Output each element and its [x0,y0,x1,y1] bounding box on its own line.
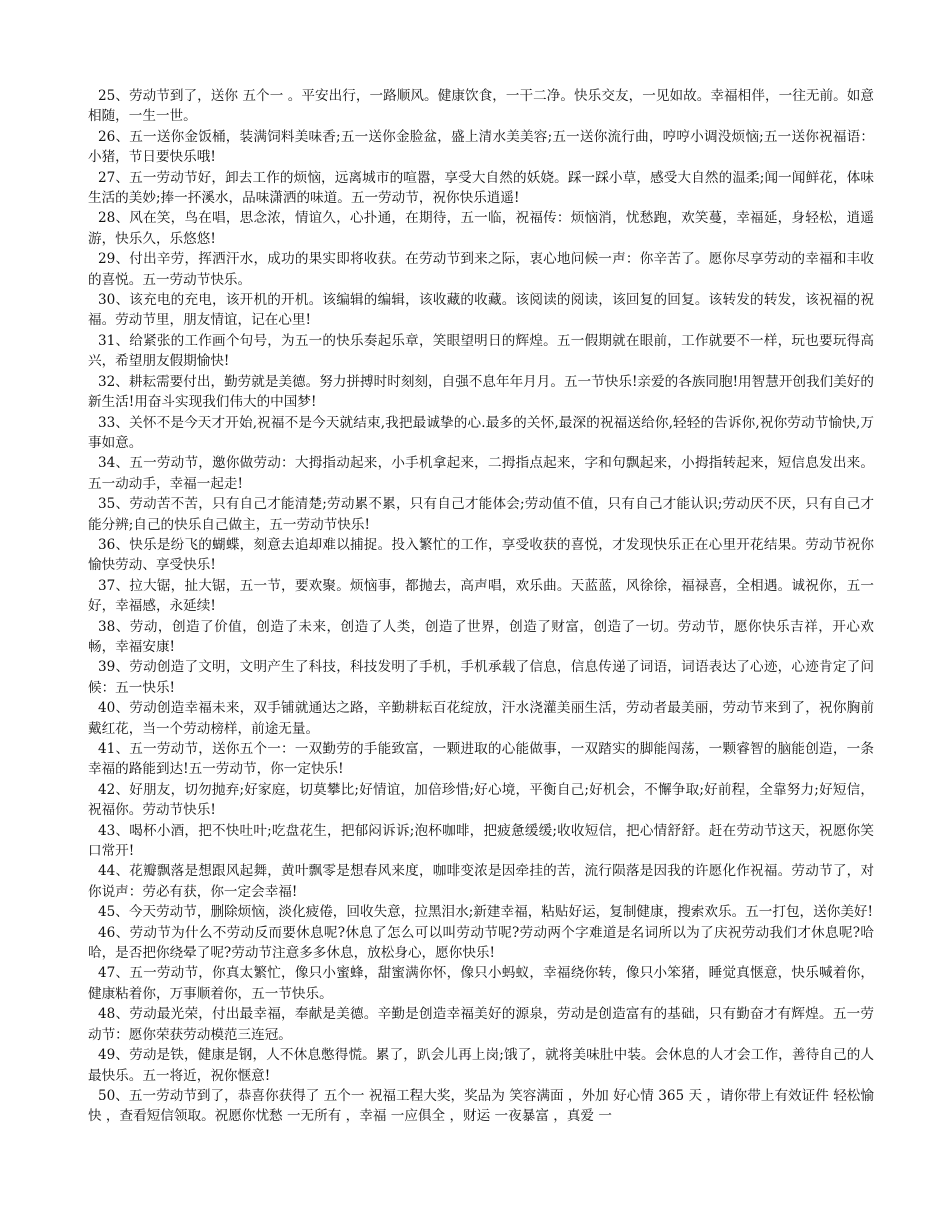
paragraph-35: 35、劳动苦不苦，只有自己才能清楚;劳动累不累，只有自己才能体会;劳动值不值，只有自己才能认识;劳动厌不厌，只有自己才能分辨;自己的快乐自己做主，五一劳动节快乐! [88,496,874,533]
paragraph-30: 30、该充电的充电，该开机的开机。该编辑的编辑，该收藏的收藏。该阅读的阅读，该回复的回复。该转发的转发，该祝福的祝福。劳动节里，朋友情谊，记在心里! [88,292,874,329]
paragraph-43: 43、喝杯小酒，把不快吐叶;吃盘花生，把郁闷诉诉;泡杯咖啡，把疲惫缓缓;收收短信，把心情舒舒。赶在劳动节这天，祝愿你笑口常开! [88,822,874,860]
paragraph-27: 27、五一劳动节好，卸去工作的烦恼，远离城市的喧嚣，享受大自然的妖娆。踩一踩小草，感受大自然的温柔;闻一闻鲜花，体味生活的美妙;捧一抔溪水，品味潇洒的味道。五一劳动节，祝你快乐逍遥! [88,169,874,207]
paragraph-25: 25、劳动节到了，送你 五个一 。平安出行，一路顺风。健康饮食，一干二净。快乐交友，一见如故。幸福相伴，一往无前。如意相随，一生一世。 [88,88,874,125]
paragraph-41: 41、五一劳动节，送你五个一：一双勤劳的手能致富，一颗进取的心能做事，一双踏实的脚能闯荡，一颗睿智的脑能创造，一条幸福的路能到达!五一劳动节，你一定快乐! [88,741,874,778]
paragraph-28: 28、风在笑，鸟在唱，思念浓，情谊久，心扑通，在期待，五一临，祝福传：烦恼消，忧愁跑，欢笑蔓，幸福延，身轻松，逍遥游，快乐久，乐悠悠! [88,210,874,247]
paragraph-26: 26、五一送你金饭桶，装满饲料美味香;五一送你金脸盆，盛上清水美美容;五一送你流行曲，哼哼小调没烦恼;五一送你祝福语：小猪，节日要快乐哦! [88,128,874,166]
paragraph-40: 40、劳动创造幸福未来，双手铺就通达之路，辛勤耕耘百花绽放，汗水浇灌美丽生活，劳动者最美丽，劳动节来到了，祝你胸前戴红花，当一个劳动榜样，前途无量。 [88,700,874,737]
document-body [88,86,874,1127]
paragraph-33: 33、关怀不是今天才开始,祝福不是今天就结束,我把最诚挚的心.最多的关怀,最深的祝福送给你,轻轻的告诉你,祝你劳动节愉快,万事如意。 [88,414,874,451]
paragraph-39: 39、劳动创造了文明，文明产生了科技，科技发明了手机，手机承载了信息，信息传递了词语，词语表达了心迹，心迹肯定了问候：五一快乐! [88,659,874,696]
paragraph-50: 50、五一劳动节到了，恭喜你获得了 五个一 祝福工程大奖，奖品为 笑容满面 ，外加 好心情 365 天 ，请你带上有效证件 轻松愉快 ，查看短信领取。祝愿你忧愁 一无所有 ，幸福 一应俱全 ，财运 一夜暴富 ，真爱 一 [88,1087,874,1125]
paragraph-42: 42、好朋友，切勿抛弃;好家庭，切莫攀比;好情谊，加倍珍惜;好心境，平衡自己;好机会，不懈争取;好前程，全靠努力;好短信，祝福你。劳动节快乐! [88,781,874,819]
paragraph-37: 37、拉大锯，扯大锯，五一节，要欢聚。烦恼事，都抛去，高声唱，欢乐曲。天蓝蓝，风徐徐，福禄喜，全相遇。诚祝你，五一好，幸福感，永延续! [88,577,874,615]
paragraph-31: 31、给紧张的工作画个句号，为五一的快乐奏起乐章，笑眼望明日的辉煌。五一假期就在眼前，工作就要不一样，玩也要玩得高兴，希望朋友假期愉快! [88,332,874,370]
paragraph-49: 49、劳动是铁，健康是钢，人不休息憋得慌。累了，趴会儿再上岗;饿了，就将美味肚中装。会休息的人才会工作，善待自己的人最快乐。五一将近，祝你惬意! [88,1047,874,1084]
paragraph-46: 46、劳动节为什么不劳动反而要休息呢?休息了怎么可以叫劳动节呢?劳动两个字难道是名词所以为了庆祝劳动我们才休息呢?哈哈，是否把你绕晕了呢?劳动节注意多多休息，放松身心，愿你快乐! [88,924,874,962]
paragraph-38: 38、劳动，创造了价值，创造了未来，创造了人类，创造了世界，创造了财富，创造了一切。劳动节，愿你快乐吉祥，开心欢畅，幸福安康! [88,618,874,655]
paragraph-29: 29、付出辛劳，挥洒汗水，成功的果实即将收获。在劳动节到来之际，衷心地问候一声：你辛苦了。愿你尽享劳动的幸福和丰收的喜悦。五一劳动节快乐。 [88,251,874,288]
paragraph-36: 36、快乐是纷飞的蝴蝶，刻意去追却难以捕捉。投入繁忙的工作，享受收获的喜悦，才发现快乐正在心里开花结果。劳动节祝你愉快劳动、享受快乐! [88,536,874,574]
paragraph-44: 44、花瓣飘落是想跟风起舞，黄叶飘零是想春风来度，咖啡变浓是因牵挂的苦，流行陨落是因我的许愿化作祝福。劳动节了，对你说声：劳必有获，你一定会幸福! [88,863,874,900]
paragraph-45: 45、今天劳动节，删除烦恼，淡化疲倦，回收失意，拉黑泪水;新建幸福，粘贴好运，复制健康，搜索欢乐。五一打包，送你美好! [98,904,873,921]
paragraph-32: 32、耕耘需要付出，勤劳就是美德。努力拼搏时时刻刻，自强不息年年月月。五一节快乐!亲爱的各族同胞!用智慧开创我们美好的新生活!用奋斗实现我们伟大的中国梦! [88,373,874,411]
paragraph-48: 48、劳动最光荣，付出最幸福，奉献是美德。辛勤是创造幸福美好的源泉，劳动是创造富有的基础，只有勤奋才有辉煌。五一劳动节：愿你荣获劳动模范三连冠。 [88,1006,874,1043]
paragraph-47: 47、五一劳动节，你真太繁忙，像只小蜜蜂，甜蜜满你怀，像只小蚂蚁，幸福绕你转，像只小笨猪，睡觉真惬意，快乐喊着你，健康粘着你，万事顺着你，五一节快乐。 [88,965,874,1002]
paragraph-34: 34、五一劳动节，邀你做劳动：大拇指动起来，小手机拿起来，二拇指点起来，字和句飘起来，小拇指转起来，短信息发出来。五一动动手，幸福一起走! [88,455,874,492]
